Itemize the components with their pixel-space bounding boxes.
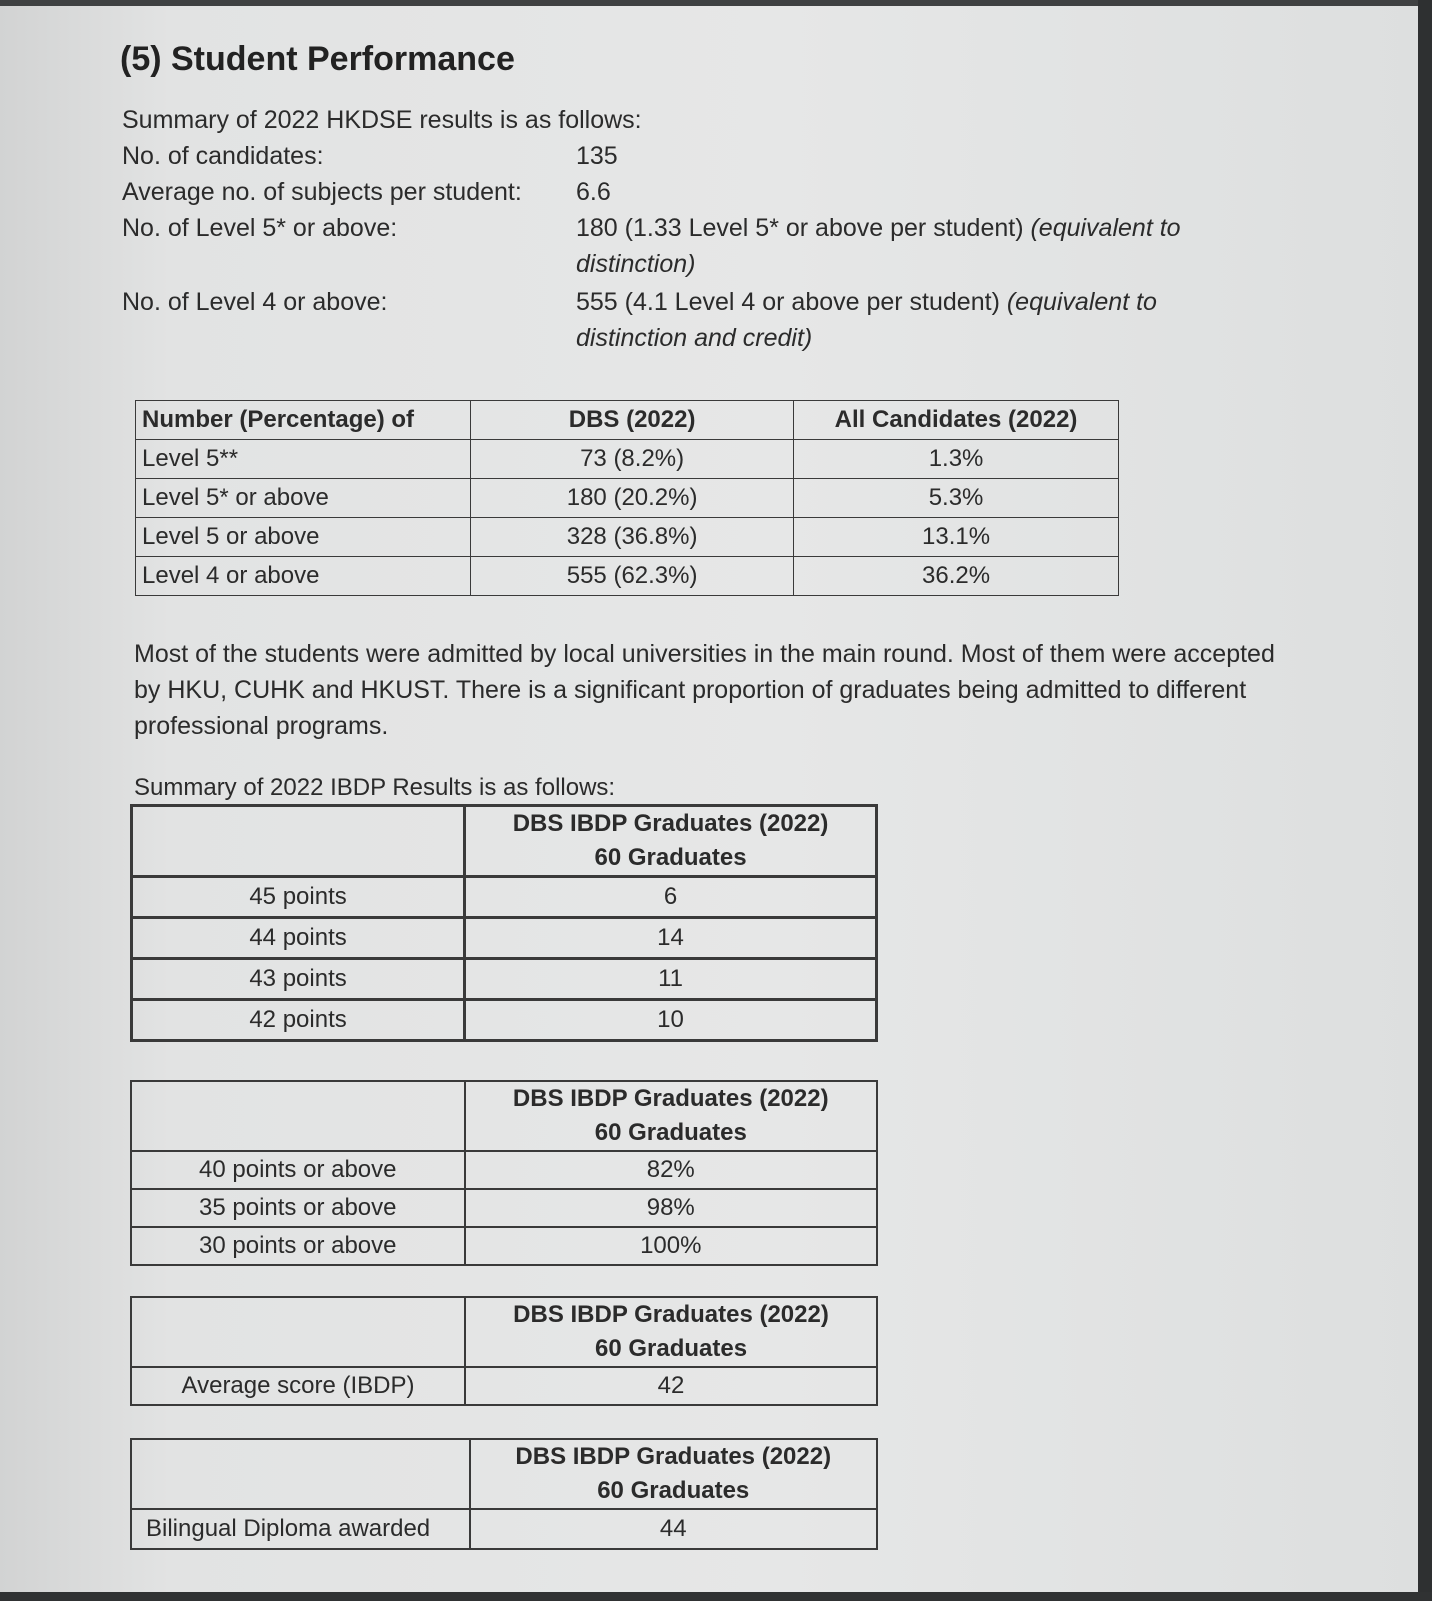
table-header: All Candidates (2022) <box>794 401 1119 440</box>
table-row <box>131 1227 877 1265</box>
table-row <box>131 1367 877 1405</box>
level4-value: 555 (4.1 Level 4 or above per student) <box>576 288 1007 316</box>
header-line2: 60 Graduates <box>594 844 747 871</box>
table-row <box>132 959 877 1000</box>
table-header-row <box>131 1439 877 1509</box>
table-cell: 44 <box>470 1509 878 1549</box>
header-line2: 60 Graduates <box>597 1477 750 1504</box>
header-line1: DBS IBDP Graduates (2022) <box>513 1301 829 1328</box>
level5star-label: No. of Level 5* or above: <box>122 214 398 242</box>
header-line2: 60 Graduates <box>594 1119 747 1146</box>
avg-subjects-value: 6.6 <box>576 178 611 206</box>
table-header <box>465 1081 877 1151</box>
table-header <box>465 1297 877 1367</box>
table-row <box>136 479 1119 518</box>
admission-paragraph: Most of the students were admitted by local universities in the main round. Most of them were accepted by HKU, CUHK and HKUST. There is a significant proportion of graduates being admitted to different professional programs. <box>134 640 1275 740</box>
document-page <box>0 6 1418 1601</box>
ibdp-points-table <box>130 804 878 1042</box>
level5star-value: 180 (1.33 Level 5* or above per student) <box>576 214 1031 242</box>
level4-value-wrap <box>576 284 1256 356</box>
table-header <box>470 1439 878 1509</box>
table-cell: Level 5** <box>136 440 471 479</box>
ibdp-above-table <box>130 1080 878 1266</box>
table-cell: Level 5* or above <box>136 479 471 518</box>
section-title: (5) Student Performance <box>120 40 515 78</box>
table-header-empty <box>131 1297 465 1367</box>
table-cell: 35 points or above <box>131 1189 465 1227</box>
table-header-row <box>131 1081 877 1151</box>
table-cell: 98% <box>465 1189 877 1227</box>
table-header-row <box>131 1297 877 1367</box>
ibdp-intro: Summary of 2022 IBDP Results is as follows: <box>134 774 616 801</box>
table-row <box>136 518 1119 557</box>
table-cell: 6 <box>465 877 877 918</box>
table-cell: 45 points <box>132 877 465 918</box>
table-row <box>131 1189 877 1227</box>
table-cell: 44 points <box>132 918 465 959</box>
avg-subjects-label: Average no. of subjects per student: <box>122 178 522 206</box>
table-row <box>131 1151 877 1189</box>
header-line1: DBS IBDP Graduates (2022) <box>512 1085 829 1112</box>
table-cell: 1.3% <box>794 440 1119 479</box>
table-cell: 180 (20.2%) <box>471 479 794 518</box>
table-cell: 555 (62.3%) <box>471 557 794 596</box>
ibdp-bilingual-table <box>130 1438 878 1550</box>
candidates-value: 135 <box>576 142 618 170</box>
table-cell: 100% <box>465 1227 877 1265</box>
table-cell: 14 <box>465 918 877 959</box>
hkdse-intro-text: Summary of 2022 HKDSE results is as follows: <box>122 106 642 134</box>
table-cell: 36.2% <box>794 557 1119 596</box>
table-cell: 328 (36.8%) <box>471 518 794 557</box>
table-header-row <box>136 401 1119 440</box>
table-cell: 10 <box>465 1000 877 1041</box>
level4-note: (equivalent to distinction and credit) <box>576 288 1157 352</box>
level4-label: No. of Level 4 or above: <box>122 288 388 316</box>
table-header-empty <box>131 1081 465 1151</box>
table-cell: 5.3% <box>794 479 1119 518</box>
table-header-empty <box>131 1439 470 1509</box>
table-cell: 82% <box>465 1151 877 1189</box>
level5star-value-wrap <box>576 210 1256 282</box>
table-header-row <box>132 806 877 877</box>
header-line1: DBS IBDP Graduates (2022) <box>512 810 829 837</box>
table-header-empty <box>132 806 465 877</box>
header-line2: 60 Graduates <box>594 1335 748 1362</box>
table-cell: 30 points or above <box>131 1227 465 1265</box>
monitor-bezel-right <box>1418 0 1432 1601</box>
header-line1: DBS IBDP Graduates (2022) <box>515 1443 832 1470</box>
monitor-bezel-bottom <box>0 1592 1432 1601</box>
table-row <box>136 440 1119 479</box>
table-row <box>132 1000 877 1041</box>
hkdse-results-table <box>135 400 1119 596</box>
table-cell: 42 <box>465 1367 877 1405</box>
table-cell: Level 4 or above <box>136 557 471 596</box>
level5star-note: (equivalent to distinction) <box>576 214 1181 278</box>
table-cell: 42 points <box>132 1000 465 1041</box>
ibdp-average-table <box>130 1296 878 1406</box>
table-cell: Bilingual Diploma awarded <box>131 1509 470 1549</box>
table-row <box>132 877 877 918</box>
table-cell: 73 (8.2%) <box>471 440 794 479</box>
table-cell: 11 <box>465 959 877 1000</box>
table-row <box>131 1509 877 1549</box>
table-cell: 43 points <box>132 959 465 1000</box>
table-header: Number (Percentage) of <box>136 401 471 440</box>
candidates-label: No. of candidates: <box>122 142 324 170</box>
table-row <box>132 918 877 959</box>
table-cell: 40 points or above <box>131 1151 465 1189</box>
table-row <box>136 557 1119 596</box>
table-cell: Level 5 or above <box>136 518 471 557</box>
table-header: DBS (2022) <box>471 401 794 440</box>
table-cell: Average score (IBDP) <box>131 1367 465 1405</box>
table-header <box>465 806 877 877</box>
table-cell: 13.1% <box>794 518 1119 557</box>
